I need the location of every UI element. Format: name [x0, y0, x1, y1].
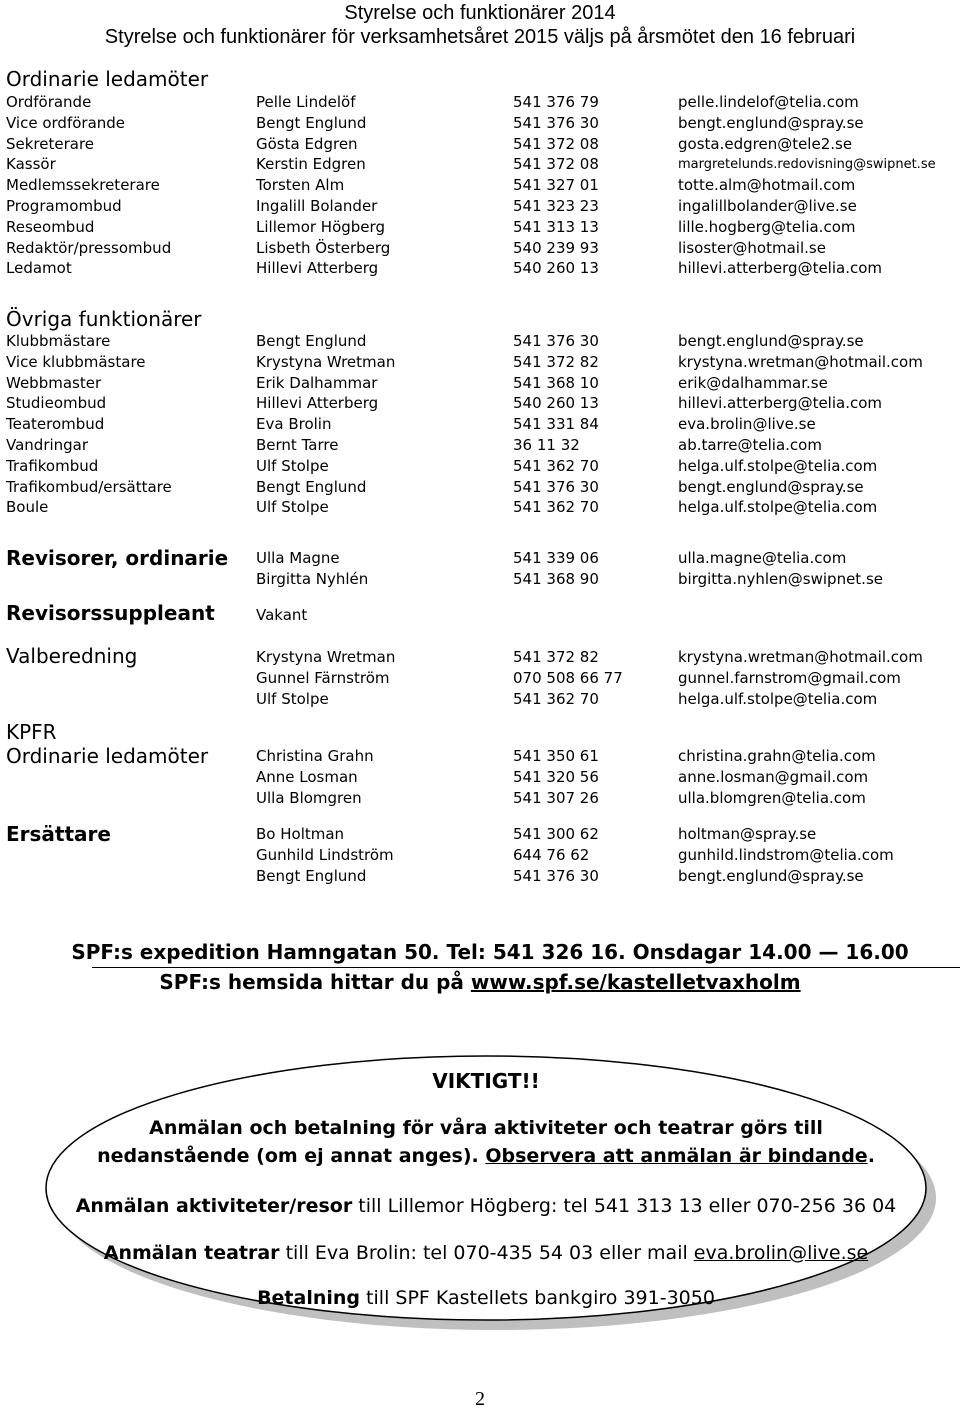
email-cell[interactable]: totte.alm@hotmail.com — [678, 176, 856, 195]
phone-cell: 541 372 82 — [513, 352, 599, 371]
section-heading-revisorer: Revisorer, ordinarie — [6, 546, 229, 570]
phone-cell: 541 339 06 — [513, 549, 599, 567]
email-cell[interactable]: margretelunds.redovisning@swipnet.se — [678, 157, 936, 173]
phone-cell: 541 372 82 — [513, 648, 599, 666]
phone-cell: 541 362 70 — [513, 456, 599, 475]
name-cell: Bengt Englund — [256, 332, 367, 350]
email-cell[interactable]: gunhild.lindstrom@telia.com — [678, 846, 894, 864]
notice-activities-label: Anmälan aktiviteter/resor — [75, 1195, 353, 1217]
notice-theater-label: Anmälan teatrar — [103, 1242, 280, 1264]
page-number: 2 — [475, 1388, 485, 1410]
name-cell: Bengt Englund — [256, 867, 367, 885]
role-cell: Trafikombud — [6, 456, 99, 475]
phone-cell: 541 376 30 — [513, 477, 599, 496]
name-cell: Gunnel Färnström — [256, 669, 390, 687]
name-cell: Krystyna Wretman — [256, 352, 396, 371]
phone-cell: 540 239 93 — [513, 238, 599, 257]
email-cell[interactable]: hillevi.atterberg@telia.com — [678, 394, 883, 413]
phone-cell: 541 300 62 — [513, 825, 599, 843]
notice-activities-text: till Lillemor Högberg: tel 541 313 13 eller 070-256 36 04 — [352, 1195, 897, 1217]
phone-cell: 541 320 56 — [513, 768, 599, 786]
email-cell[interactable]: lisoster@hotmail.se — [678, 238, 826, 257]
role-cell: Kassör — [6, 155, 56, 174]
email-cell[interactable]: helga.ulf.stolpe@telia.com — [678, 498, 878, 517]
name-cell: Anne Losman — [256, 768, 358, 786]
notice-binding-warning: Observera att anmälan är bindande — [485, 1145, 868, 1167]
name-cell: Erik Dalhammar — [256, 373, 378, 392]
footer-expedition: SPF:s expedition Hamngatan 50. Tel: 541 326 16. Onsdagar 14.00 — 16.00 — [71, 940, 909, 964]
notice-line2-end: . — [867, 1145, 875, 1167]
email-cell[interactable]: ingalillbolander@live.se — [678, 197, 857, 215]
name-cell: Lillemor Högberg — [256, 217, 385, 236]
notice-line2-text: nedanstående (om ej annat anges). — [97, 1145, 486, 1167]
phone-cell: 541 376 79 — [513, 93, 599, 111]
notice-theater-text: till Eva Brolin: tel 070-435 54 03 eller mail — [279, 1242, 694, 1264]
name-cell: Ulf Stolpe — [256, 456, 329, 475]
phone-cell: 541 368 90 — [513, 570, 599, 588]
notice-payment-label: Betalning — [257, 1287, 361, 1309]
email-cell[interactable]: ab.tarre@telia.com — [678, 436, 822, 454]
name-cell: Hillevi Atterberg — [256, 259, 379, 278]
email-cell[interactable]: ulla.magne@telia.com — [678, 549, 847, 567]
suppleant-value: Vakant — [256, 606, 308, 624]
email-cell[interactable]: eva.brolin@live.se — [678, 415, 816, 434]
phone-cell: 541 376 30 — [513, 867, 599, 885]
role-cell: Ledamot — [6, 259, 72, 278]
footer-homepage-text: SPF:s hemsida hittar du på — [159, 970, 471, 994]
name-cell: Bengt Englund — [256, 477, 367, 496]
phone-cell: 070 508 66 77 — [513, 669, 623, 687]
phone-cell: 540 260 13 — [513, 259, 599, 278]
name-cell: Birgitta Nyhlén — [256, 570, 369, 588]
email-cell[interactable]: gosta.edgren@tele2.se — [678, 134, 853, 153]
email-cell[interactable]: pelle.lindelof@telia.com — [678, 93, 859, 111]
role-cell: Vice ordförande — [6, 113, 126, 132]
role-cell: Redaktör/pressombud — [6, 238, 172, 257]
page-title: Styrelse och funktionärer 2014 — [344, 2, 616, 24]
notice-payment-text: till SPF Kastellets bankgiro 391-3050 — [360, 1287, 715, 1309]
role-cell: Webbmaster — [6, 373, 102, 392]
role-cell: Medlemssekreterare — [6, 176, 160, 195]
role-cell: Ordförande — [6, 93, 92, 111]
role-cell: Programombud — [6, 197, 122, 215]
phone-cell: 541 323 23 — [513, 197, 599, 215]
name-cell: Christina Grahn — [256, 747, 374, 765]
notice-theater — [26, 1242, 946, 1264]
email-cell[interactable]: holtman@spray.se — [678, 825, 817, 843]
section-heading-valberedning: Valberedning — [6, 644, 138, 668]
phone-cell: 541 376 30 — [513, 332, 599, 350]
name-cell: Ingalill Bolander — [256, 197, 378, 215]
email-cell[interactable]: birgitta.nyhlen@swipnet.se — [678, 570, 883, 588]
notice-title: VIKTIGT!! — [432, 1069, 540, 1093]
section-heading-ordinarie: Ordinarie ledamöter — [6, 67, 209, 91]
role-cell: Vice klubbmästare — [6, 352, 146, 371]
name-cell: Eva Brolin — [256, 415, 332, 434]
notice-line1: Anmälan och betalning för våra aktiviteter och teatrar görs till — [149, 1117, 823, 1139]
notice-box-oval — [46, 1056, 926, 1320]
email-cell[interactable]: christina.grahn@telia.com — [678, 747, 876, 765]
phone-cell: 541 307 26 — [513, 789, 599, 807]
phone-cell: 541 362 70 — [513, 690, 599, 708]
section-subheading-kpfr: Ordinarie ledamöter — [6, 744, 209, 768]
section-heading-kpfr: KPFR — [6, 720, 57, 744]
phone-cell: 541 313 13 — [513, 217, 599, 236]
role-cell: Klubbmästare — [6, 332, 111, 350]
phone-cell: 541 368 10 — [513, 373, 599, 392]
section-heading-ovriga: Övriga funktionärer — [6, 307, 202, 331]
notice-line2 — [26, 1145, 946, 1167]
phone-cell: 541 331 84 — [513, 415, 599, 434]
email-cell[interactable]: bengt.englund@spray.se — [678, 332, 864, 350]
section-heading-ersattare: Ersättare — [6, 822, 111, 846]
name-cell: Kerstin Edgren — [256, 155, 366, 174]
phone-cell: 36 11 32 — [513, 436, 580, 454]
phone-cell: 541 372 08 — [513, 155, 599, 174]
name-cell: Krystyna Wretman — [256, 648, 396, 666]
phone-cell: 541 376 30 — [513, 113, 599, 132]
footer-divider — [92, 967, 960, 968]
name-cell: Bernt Tarre — [256, 436, 339, 454]
homepage-link[interactable]: www.spf.se/kastelletvaxholm — [470, 970, 801, 994]
name-cell: Gunhild Lindström — [256, 846, 394, 864]
name-cell: Pelle Lindelöf — [256, 93, 356, 111]
footer-homepage — [0, 970, 960, 994]
phone-cell: 541 327 01 — [513, 176, 599, 195]
name-cell: Hillevi Atterberg — [256, 394, 379, 413]
name-cell: Gösta Edgren — [256, 134, 358, 153]
name-cell: Ulf Stolpe — [256, 498, 329, 517]
name-cell: Ulf Stolpe — [256, 690, 329, 708]
name-cell: Lisbeth Österberg — [256, 238, 391, 257]
name-cell: Bo Holtman — [256, 825, 345, 843]
email-cell[interactable]: gunnel.farnstrom@gmail.com — [678, 669, 901, 687]
name-cell: Ulla Magne — [256, 549, 340, 567]
name-cell: Bengt Englund — [256, 113, 367, 132]
phone-cell: 541 372 08 — [513, 134, 599, 153]
role-cell: Studieombud — [6, 394, 107, 413]
email-cell[interactable]: krystyna.wretman@hotmail.com — [678, 352, 923, 371]
email-cell[interactable]: helga.ulf.stolpe@telia.com — [678, 456, 878, 475]
phone-cell: 644 76 62 — [513, 846, 590, 864]
email-cell[interactable]: krystyna.wretman@hotmail.com — [678, 648, 923, 666]
theater-email-link[interactable]: eva.brolin@live.se — [693, 1242, 869, 1264]
email-cell[interactable]: hillevi.atterberg@telia.com — [678, 259, 883, 278]
role-cell: Sekreterare — [6, 134, 95, 153]
role-cell: Teaterombud — [6, 415, 105, 434]
notice-payment — [26, 1287, 946, 1309]
phone-cell: 540 260 13 — [513, 394, 599, 413]
role-cell: Vandringar — [6, 436, 89, 454]
email-cell[interactable]: ulla.blomgren@telia.com — [678, 789, 866, 807]
name-cell: Torsten Alm — [256, 176, 345, 195]
section-heading-suppleant: Revisorssuppleant — [6, 601, 215, 625]
email-cell[interactable]: erik@dalhammar.se — [678, 373, 828, 392]
role-cell: Boule — [6, 498, 49, 517]
page-subtitle: Styrelse och funktionärer för verksamhetsåret 2015 väljs på årsmötet den 16 februari — [104, 26, 856, 48]
role-cell: Reseombud — [6, 217, 95, 236]
role-cell: Trafikombud/ersättare — [6, 477, 172, 496]
email-cell[interactable]: helga.ulf.stolpe@telia.com — [678, 690, 878, 708]
email-cell[interactable]: bengt.englund@spray.se — [678, 867, 864, 885]
phone-cell: 541 362 70 — [513, 498, 599, 517]
email-cell[interactable]: lille.hogberg@telia.com — [678, 217, 856, 236]
email-cell[interactable]: bengt.englund@spray.se — [678, 477, 864, 496]
notice-activities — [26, 1195, 946, 1217]
phone-cell: 541 350 61 — [513, 747, 599, 765]
email-cell[interactable]: bengt.englund@spray.se — [678, 113, 864, 132]
name-cell: Ulla Blomgren — [256, 789, 362, 807]
email-cell[interactable]: anne.losman@gmail.com — [678, 768, 869, 786]
